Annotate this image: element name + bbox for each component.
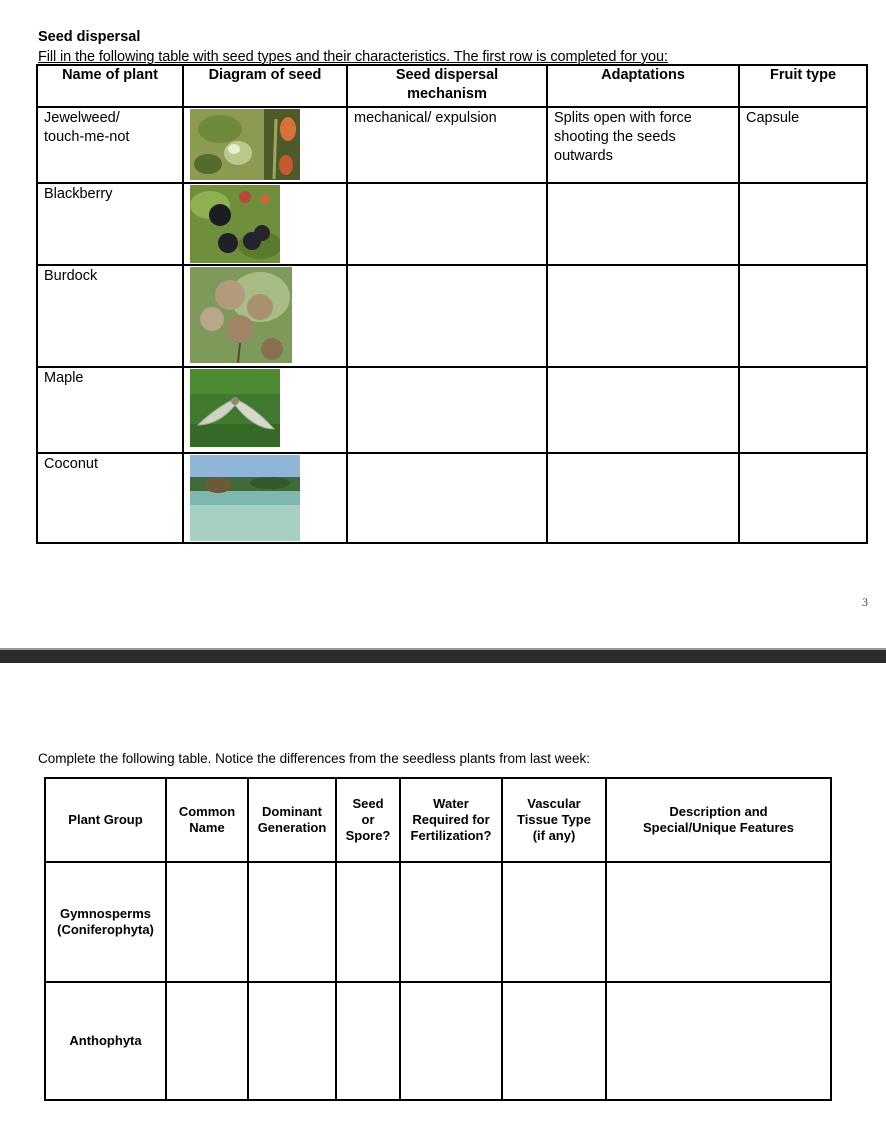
header-fruit-type: Fruit type: [739, 65, 867, 107]
mechanism-cell: mechanical/ expulsion: [347, 107, 547, 183]
header-mechanism-line: mechanism: [407, 86, 487, 102]
header-common-name: [166, 778, 248, 862]
header-line: Water: [433, 796, 469, 811]
plant-group-cell: [45, 862, 166, 982]
adaptations-cell[interactable]: [547, 367, 739, 453]
maple-photo: [190, 369, 280, 447]
water-required-cell[interactable]: [400, 862, 502, 982]
mechanism-cell[interactable]: [347, 453, 547, 543]
plant-name: touch-me-not: [44, 129, 130, 145]
header-line: Dominant: [262, 804, 322, 819]
header-line: Description and: [669, 804, 768, 819]
blackberry-photo: [190, 185, 280, 263]
header-line: Special/Unique Features: [643, 820, 794, 835]
instructions: Fill in the following table with seed types and their characteristics. The first row is completed for you:: [38, 49, 668, 65]
burdock-photo: [190, 267, 292, 363]
seed-dispersal-table: [36, 64, 868, 544]
plant-name-cell: Burdock: [37, 265, 183, 367]
table-row: [45, 982, 831, 1100]
header-line: Generation: [257, 820, 327, 835]
table-row: [45, 862, 831, 982]
description-cell[interactable]: [606, 982, 831, 1100]
mechanism-cell[interactable]: [347, 367, 547, 453]
fruit-type-cell[interactable]: [739, 183, 867, 265]
instructions-2: Complete the following table. Notice the differences from the seedless plants from last week:: [38, 751, 591, 766]
table-row: [37, 265, 867, 367]
header-line: Name: [189, 820, 225, 835]
plant-name-cell: Blackberry: [37, 183, 183, 265]
plant-name-cell: [37, 107, 183, 183]
header-seed-or-spore: [336, 778, 400, 862]
vascular-tissue-cell[interactable]: [502, 982, 606, 1100]
coconut-photo: [190, 455, 300, 541]
fruit-type-cell[interactable]: [739, 367, 867, 453]
seed-or-spore-cell[interactable]: [336, 982, 400, 1100]
plant-name-cell: Coconut: [37, 453, 183, 543]
table-row: [37, 453, 867, 543]
header-line: Required for: [412, 812, 490, 827]
fruit-type-cell[interactable]: [739, 265, 867, 367]
header-line: Tissue Type: [517, 812, 591, 827]
plant-name-cell: Maple: [37, 367, 183, 453]
header-mechanism: [347, 65, 547, 107]
header-adaptations: Adaptations: [547, 65, 739, 107]
mechanism-cell[interactable]: [347, 183, 547, 265]
header-line: Spore?: [345, 828, 391, 843]
header-row: [45, 778, 831, 862]
water-required-cell[interactable]: [400, 982, 502, 1100]
header-description: [606, 778, 831, 862]
page-number: 3: [862, 595, 868, 609]
table-row: [37, 107, 867, 183]
header-line: Common: [178, 804, 236, 819]
table-row: [37, 367, 867, 453]
mechanism-cell[interactable]: [347, 265, 547, 367]
common-name-cell[interactable]: [166, 862, 248, 982]
plant-group-line: (Coniferophyta): [57, 922, 154, 937]
plant-name: Jewelweed/: [44, 110, 120, 126]
seed-diagram-cell: [183, 265, 347, 367]
fruit-type-cell[interactable]: [739, 453, 867, 543]
header-dominant-generation: [248, 778, 336, 862]
fruit-type-cell: Capsule: [739, 107, 867, 183]
description-cell[interactable]: [606, 862, 831, 982]
adaptations-line: Splits open with force: [554, 110, 692, 126]
plant-group-line: Gymnosperms: [59, 906, 152, 921]
header-line: Seed: [352, 796, 384, 811]
adaptations-line: outwards: [554, 148, 613, 164]
adaptations-cell[interactable]: [547, 453, 739, 543]
header-line: Vascular: [527, 796, 581, 811]
jewelweed-photo: [190, 109, 300, 180]
header-name: Name of plant: [37, 65, 183, 107]
plant-groups-table: [44, 777, 832, 1101]
common-name-cell[interactable]: [166, 982, 248, 1100]
seed-diagram-cell: [183, 367, 347, 453]
vascular-tissue-cell[interactable]: [502, 862, 606, 982]
adaptations-cell: [547, 107, 739, 183]
seed-diagram-cell: [183, 183, 347, 265]
header-diagram: Diagram of seed: [183, 65, 347, 107]
header-vascular-tissue: [502, 778, 606, 862]
header-line: Fertilization?: [410, 828, 492, 843]
header-line: (if any): [532, 828, 576, 843]
page-divider: [0, 650, 886, 663]
adaptations-cell[interactable]: [547, 183, 739, 265]
dominant-generation-cell[interactable]: [248, 982, 336, 1100]
header-plant-group: Plant Group: [45, 778, 166, 862]
adaptations-line: shooting the seeds: [554, 129, 676, 145]
adaptations-cell[interactable]: [547, 265, 739, 367]
section-title: Seed dispersal: [38, 29, 141, 45]
header-line: or: [361, 812, 375, 827]
dominant-generation-cell[interactable]: [248, 862, 336, 982]
seed-or-spore-cell[interactable]: [336, 862, 400, 982]
header-water-required: [400, 778, 502, 862]
plant-group-cell: Anthophyta: [45, 982, 166, 1100]
table-row: [37, 183, 867, 265]
seed-diagram-cell: [183, 107, 347, 183]
header-row: [37, 65, 867, 107]
seed-diagram-cell: [183, 453, 347, 543]
header-mechanism-line: Seed dispersal: [395, 67, 499, 83]
